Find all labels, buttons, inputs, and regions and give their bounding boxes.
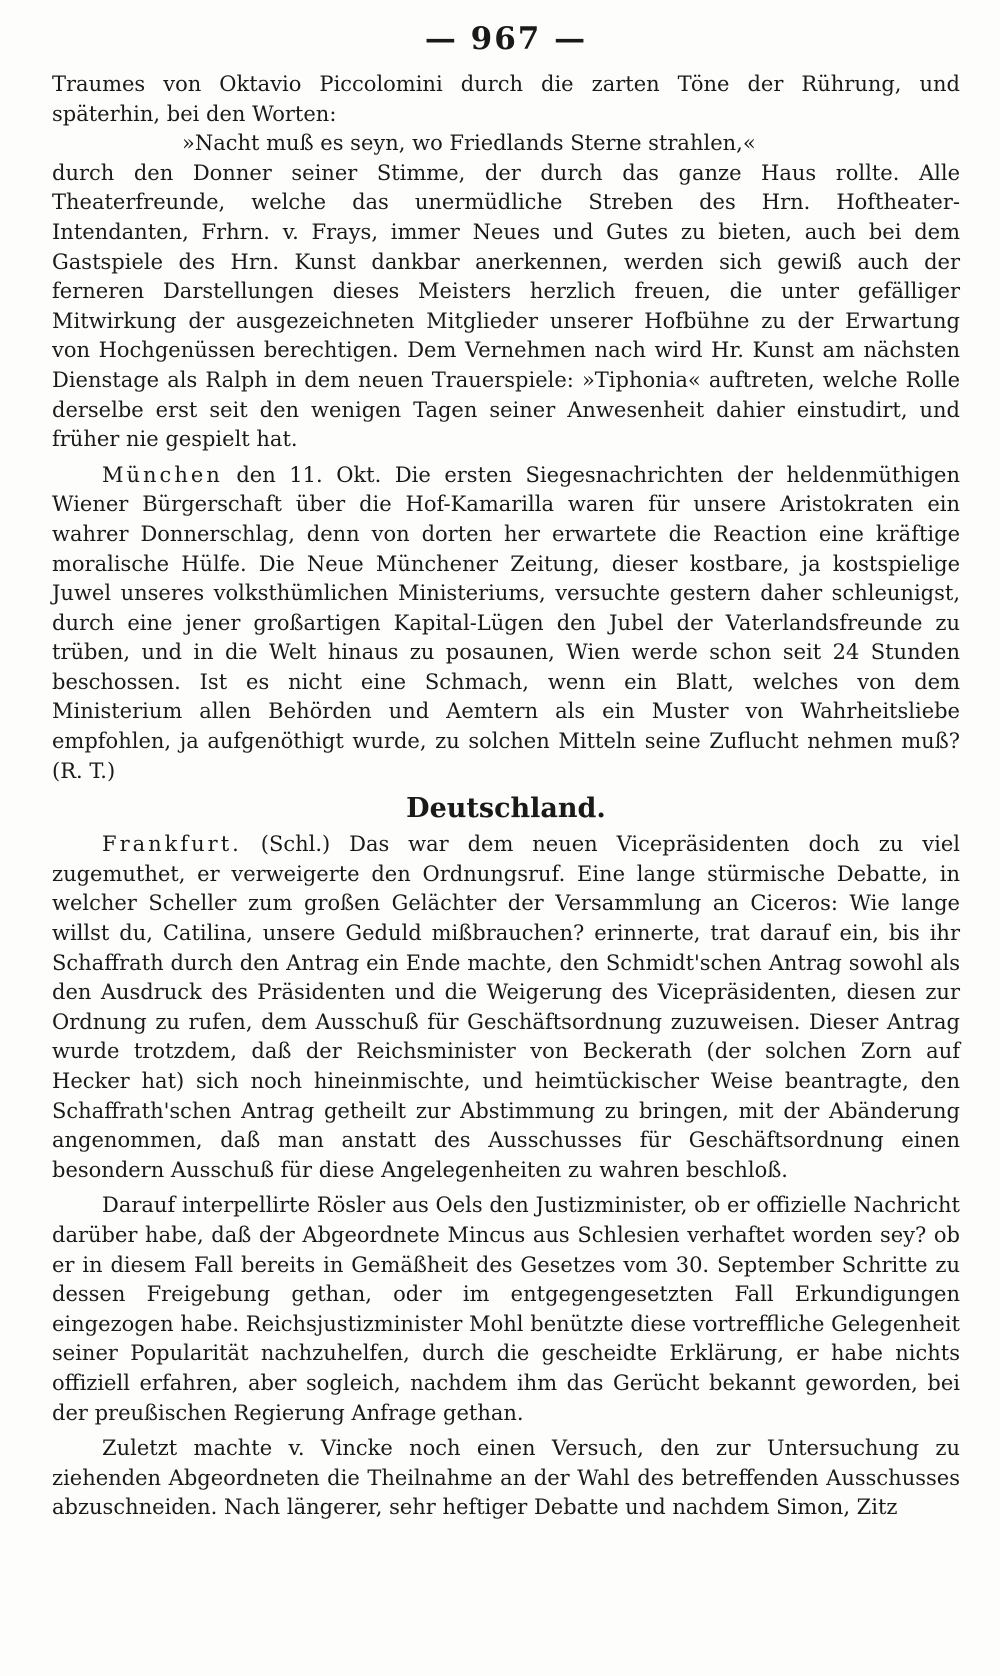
opening-article bbox=[52, 70, 960, 455]
dateline-date: den 11. Okt. bbox=[236, 462, 382, 487]
muenchen-paragraph bbox=[52, 461, 960, 787]
quote-line: »Nacht muß es seyn, wo Friedlands Sterne strahlen,« bbox=[182, 131, 756, 156]
opening-line: Traumes von Oktavio Piccolomini durch die zarten Töne der Rührung, und späterhin, bei den Worten: bbox=[52, 72, 960, 126]
muenchen-article bbox=[52, 461, 960, 787]
frankfurt-article bbox=[52, 830, 960, 1185]
frankfurt-text: (Schl.) Das war dem neuen Vicepräsidenten doch zu viel zugemuthet, er verweigerte den Ordnungsruf. Eine lange stürmische Debatte, in welcher Scheller zum großen Gelächter der Versammlung an Ciceros: Wie lange willst du, Catilina, unsere Geduld mißbrauchen? erinnerte, trat darauf ein, bis ihr Schaffrath durch den Antrag ein Ende machte, den Schmidt'schen Antrag sowohl als den Ausdruck des Präsidenten und die Weigerung des Vicepräsidenten, diesen zur Ordnung zu rufen, dem Ausschuß für Geschäftsordnung zuzuweisen. Dieser Antrag wurde trotzdem, daß der Reichsminister von Beckerath (der solchen Zorn auf Hecker hat) sich noch hineinmischte, und heimtückischer Weise beantragte, den Schaffrath'schen Antrag getheilt zur Abstimmung zu bringen, mit der Abänderung angenommen, daß man anstatt des Ausschusses für Geschäftsordnung einen besondern Ausschuß für diese Angelegenheiten zu wahren beschloß. bbox=[52, 832, 960, 1182]
roesler-paragraph: Darauf interpellirte Rösler aus Oels den Justizminister, ob er offizielle Nachricht darüber habe, daß der Abgeordnete Mincus aus Schlesien verhaftet worden sey? ob er in diesem Fall bereits in Gemäßheit des Gesetzes vom 30. September Schritte zu dessen Freigebung gethan, oder im entgegengesetzten Fall Erkundigungen eingezogen habe. Reichsjustizminister Mohl benützte diese vortreffliche Gelegenheit seiner Popularität nachzuhelfen, durch die gescheidte Erklärung, er habe nichts offiziell erfahren, aber sogleich, nachdem ihm das Gerücht bekannt geworden, bei der preußischen Regierung Anfrage gethan. bbox=[52, 1193, 960, 1425]
page-number: — 967 — bbox=[424, 21, 588, 57]
roesler-article bbox=[52, 1191, 960, 1428]
opening-rest: durch den Donner seiner Stimme, der durch das ganze Haus rollte. Alle Theaterfreunde, welche das unermüdliche Streben des Hrn. Hoftheater-Intendanten, Frhrn. v. Frays, immer Neues und Gutes zu bieten, auch bei dem Gastspiele des Hrn. Kunst dankbar anerkennen, werden sich gewiß auch der ferneren Darstellungen dieses Meisters herzlich freuen, die unter gefälliger Mitwirkung der ausgezeichneten Mitglieder unserer Hofbühne zu der Erwartung von Hochgenüssen berechtigen. Dem Vernehmen nach wird Hr. Kunst am nächsten Dienstage als Ralph in dem neuen Trauerspiele: »Tiphonia« auftreten, welche Rolle derselbe erst seit den wenigen Tagen seiner Anwesenheit dahier einstudirt, und früher nie gespielt hat. bbox=[52, 160, 960, 452]
frankfurt-paragraph bbox=[52, 830, 960, 1185]
dateline-place: München bbox=[102, 462, 223, 487]
section-heading: Deutschland. bbox=[406, 793, 606, 825]
newspaper-page bbox=[52, 18, 960, 1529]
vincke-paragraph: Zuletzt machte v. Vincke noch einen Versuch, den zur Untersuchung zu ziehenden Abgeordneten die Theilnahme an der Wahl des betreffenden Ausschusses abzuschneiden. Nach längerer, sehr heftiger Debatte und nachdem Simon, Zitz bbox=[52, 1436, 960, 1520]
dateline-place: Frankfurt. bbox=[102, 832, 242, 857]
muenchen-text: Die ersten Siegesnachrichten der heldenmüthigen Wiener Bürgerschaft über die Hof-Kamarilla waren für unsere Aristokraten ein wahrer Donnerschlag, denn von dorten her erwartete die Reaction eine kräftige moralische Hülfe. Die Neue Münchener Zeitung, dieser kostbare, ja kostspielige Juwel unseres volksthümlichen Ministeriums, versuchte gestern daher schleunigst, durch eine jener großartigen Kapital-Lügen den Jubel der Vaterlandsfreunde zu trüben, und in die Welt hinaus zu posaunen, Wien werde schon seit 24 Stunden beschossen. Ist es nicht eine Schmach, wenn ein Blatt, welches von dem Ministerium allen Behörden und Aemtern als ein Muster von Wahrheitsliebe empfohlen, ja aufgenöthigt wurde, zu solchen Mitteln seine Zuflucht nehmen muß? (R. T.) bbox=[52, 462, 960, 783]
vincke-article bbox=[52, 1434, 960, 1523]
